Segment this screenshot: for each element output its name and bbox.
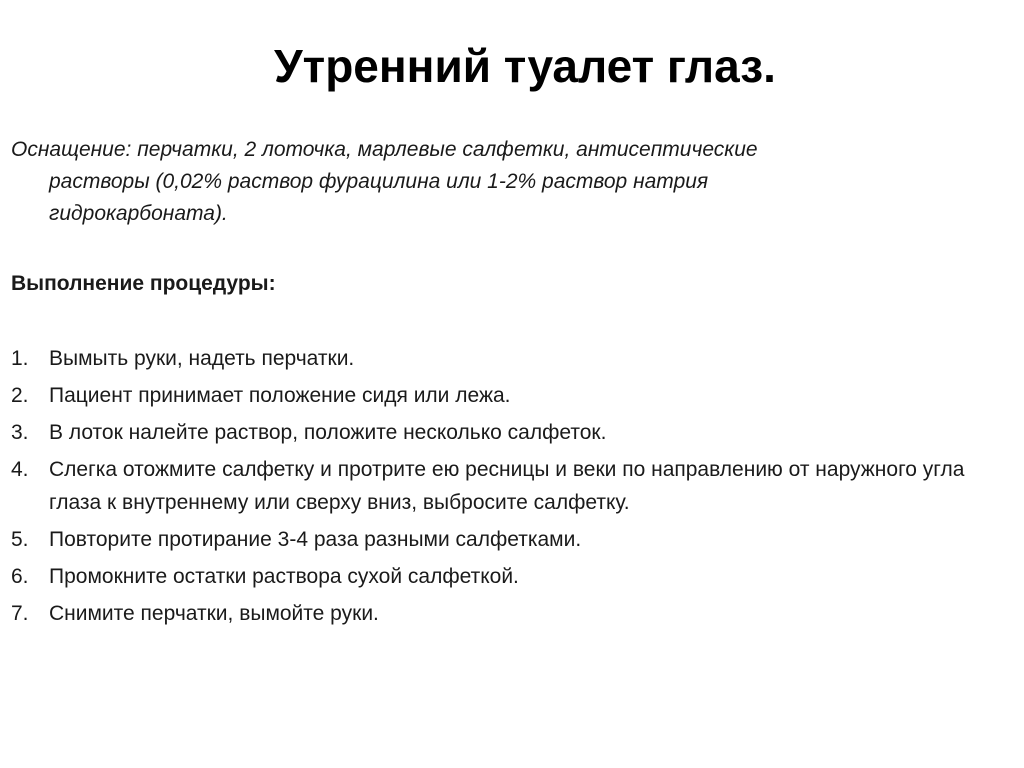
step-text: Снимите перчатки, вымойте руки. [49,602,379,625]
step-text: Промокните остатки раствора сухой салфеткой. [49,565,519,588]
list-item [11,379,1016,412]
list-item [11,560,1016,593]
step-text: Слегка отожмите салфетку и протрите ею ресницы и веки по направлению от наружного угла глаза к внутреннему или сверху вниз, выбросите салфетку. [49,458,965,514]
step-number: 6. [11,565,29,588]
procedure-steps-list [11,342,1016,634]
equipment-paragraph [11,134,1011,230]
step-number: 5. [11,528,29,551]
procedure-heading: Выполнение процедуры: [11,272,276,295]
step-number: 7. [11,602,29,625]
page-title: Утренний туалет глаз. [274,40,776,92]
equipment-line: Оснащение: перчатки, 2 лоточка, марлевые салфетки, антисептические [11,138,758,161]
list-item [11,416,1016,449]
equipment-line: растворы (0,02% раствор фурацилина или 1-2% раствор натрия [49,170,709,193]
step-text: Пациент принимает положение сидя или лежа. [49,384,511,407]
step-text: Повторите протирание 3-4 раза разными салфетками. [49,528,582,551]
list-item [11,597,1016,630]
equipment-line: гидрокарбоната). [49,202,228,225]
step-number: 1. [11,347,29,370]
list-item [11,342,1016,375]
list-item [11,523,1016,556]
list-item [11,453,1016,519]
step-number: 2. [11,384,29,407]
step-text: Вымыть руки, надеть перчатки. [49,347,355,370]
step-number: 3. [11,421,29,444]
step-text: В лоток налейте раствор, положите несколько салфеток. [49,421,607,444]
step-number: 4. [11,458,29,481]
